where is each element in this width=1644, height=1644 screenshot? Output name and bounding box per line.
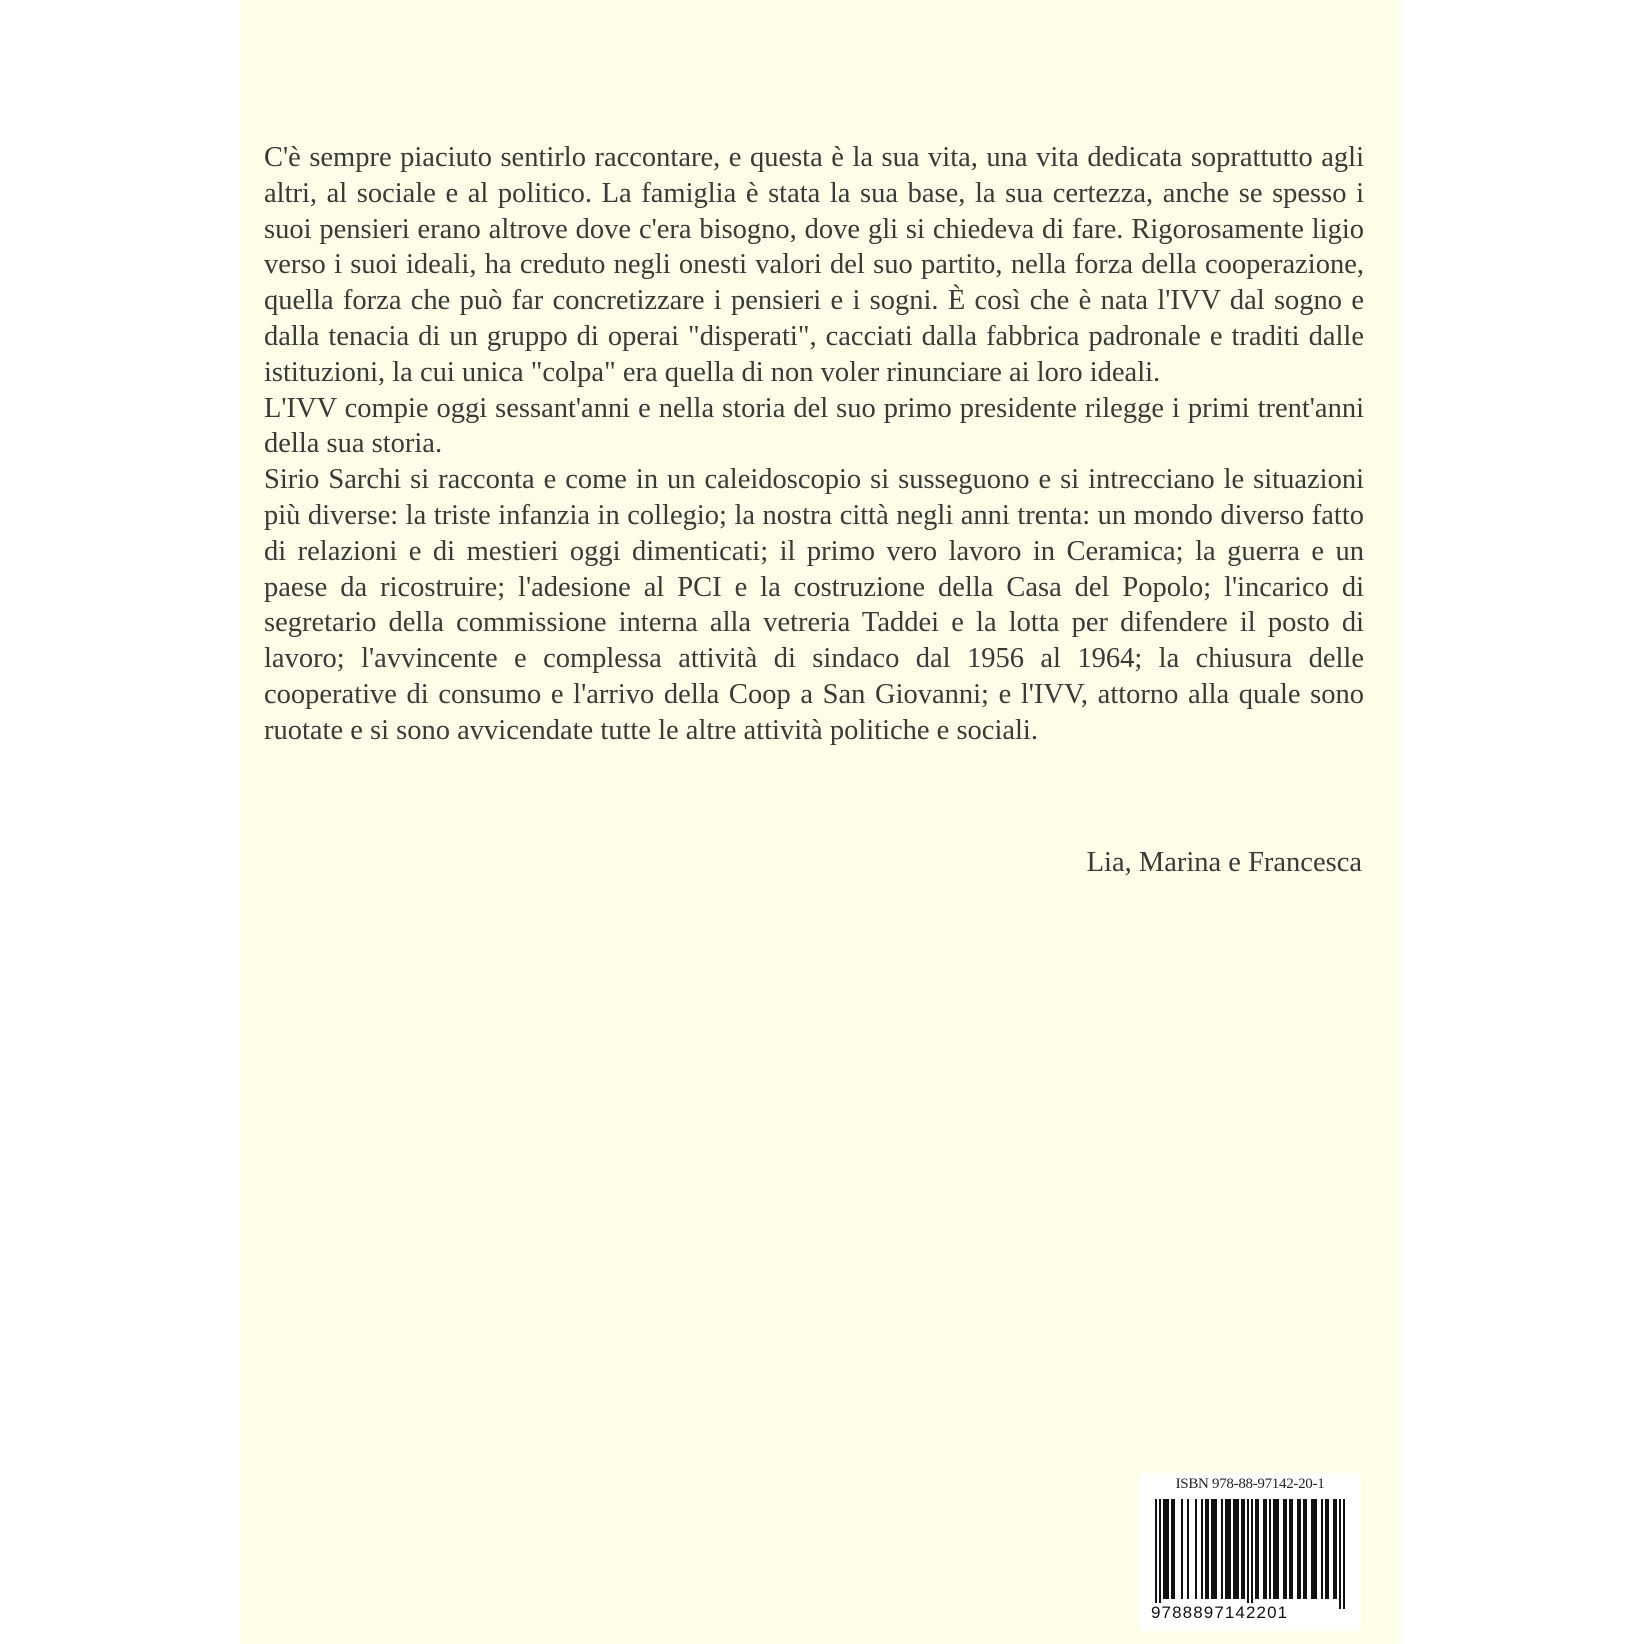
blurb-text (264, 140, 1364, 749)
barcode-bar (1187, 1499, 1189, 1599)
barcode-guard-bar (1251, 1499, 1253, 1609)
barcode-digits: 9788897142201 (1151, 1603, 1289, 1622)
barcode-bar (1285, 1499, 1287, 1599)
isbn-barcode (1139, 1473, 1361, 1631)
barcode-bar (1315, 1499, 1317, 1599)
barcode-bar (1211, 1499, 1213, 1599)
barcode-bar (1277, 1499, 1279, 1599)
barcode-bar (1289, 1499, 1291, 1599)
barcode-bar (1325, 1499, 1327, 1599)
barcode-bar (1269, 1499, 1271, 1599)
signature: Lia, Marina e Francesca (1086, 847, 1362, 878)
barcode-bar (1299, 1499, 1301, 1599)
barcode-bar (1313, 1499, 1315, 1599)
barcode-guard-bar (1155, 1499, 1157, 1609)
barcode-bar (1171, 1499, 1173, 1599)
barcode-bar (1221, 1499, 1223, 1599)
blurb-paragraph-2: L'IVV compie oggi sessant'anni e nella storia del suo primo presidente rilegge i primi trent'anni della sua storia. (264, 392, 1364, 460)
barcode-bar (1333, 1499, 1335, 1599)
barcode-bar (1335, 1499, 1337, 1599)
barcode-bar (1227, 1499, 1229, 1599)
book-back-cover (240, 0, 1401, 1644)
barcode-guard-bar (1339, 1499, 1341, 1609)
barcode-bar (1255, 1499, 1257, 1599)
barcode-bar (1201, 1499, 1203, 1599)
barcode-bar (1165, 1499, 1167, 1599)
barcode-bar (1213, 1499, 1215, 1599)
barcode-bar (1225, 1499, 1227, 1599)
barcode-bars (1139, 1495, 1361, 1615)
barcode-bar (1243, 1499, 1245, 1599)
isbn-label: ISBN 978-88-97142-20-1 (1175, 1476, 1325, 1492)
barcode-bar (1205, 1499, 1207, 1599)
barcode-bar (1241, 1499, 1243, 1599)
barcode-bar (1163, 1499, 1165, 1599)
barcode-bar (1173, 1499, 1175, 1599)
barcode-guard-bar (1247, 1499, 1249, 1609)
barcode-bar (1181, 1499, 1183, 1599)
barcode-guard-bar (1159, 1499, 1161, 1609)
barcode-bar (1263, 1499, 1265, 1599)
barcode-bar (1235, 1499, 1237, 1599)
barcode-bar (1215, 1499, 1217, 1599)
barcode-bar (1265, 1499, 1267, 1599)
barcode-bar (1305, 1499, 1307, 1599)
barcode-bar (1283, 1499, 1285, 1599)
barcode-bar (1327, 1499, 1329, 1599)
barcode-bar (1257, 1499, 1259, 1599)
barcode-bar (1273, 1499, 1275, 1599)
barcode-bar (1297, 1499, 1299, 1599)
blurb-paragraph-3: Sirio Sarchi si racconta e come in un caleidoscopio si susseguono e si intrecciano le situazioni più diverse: la triste infanzia in collegio; la nostra città negli anni trenta: un mondo diverso fatto di relazioni e di mestieri oggi dimenticati; il primo vero lavoro in Ceramica; la guerra e un paese da ricostruire; l'adesione al PCI e la costruzione della Casa del Popolo; l'incarico di segretario della commissione interna alla vetreria Taddei e la lotta per difendere il posto di lavoro; l'avvincente e complessa attività di sindaco dal 1956 al 1964; la chiusura delle cooperative di consumo e l'arrivo della Coop a San Giovanni; e l'IVV, attorno alla quale sono ruotate e si sono avvicendate tutte le altre attività politiche e sociali. (264, 464, 1364, 746)
blurb-paragraph-1: C'è sempre piaciuto sentirlo raccontare, e questa è la sua vita, una vita dedicata soprattutto agli altri, al sociale e al politico. La famiglia è stata la sua base, la sua certezza, anche se spesso i suoi pensieri erano altrove dove c'era bisogno, dove gli si chiedeva di fare. Rigorosamente ligio verso i suoi ideali, ha creduto negli onesti valori del suo partito, nella forza della cooperazione, quella forza che può far concretizzare i pensieri e i sogni. È così che è nata l'IVV dal sogno e dalla tenacia di un gruppo di operai "disperati", cacciati dalla fabbrica padronale e traditi dalle istituzioni, la cui unica "colpa" era quella di non voler rinunciare ai loro ideali. (264, 142, 1364, 388)
barcode-bar (1195, 1499, 1197, 1599)
barcode-bar (1321, 1499, 1323, 1599)
barcode-bar (1229, 1499, 1231, 1599)
barcode-bar (1275, 1499, 1277, 1599)
barcode-bar (1237, 1499, 1239, 1599)
barcode-guard-bar (1343, 1499, 1345, 1609)
barcode-bar (1291, 1499, 1293, 1599)
barcode-bar (1303, 1499, 1305, 1599)
barcode-bar (1311, 1499, 1313, 1599)
barcode-bar (1207, 1499, 1209, 1599)
barcode-bar (1167, 1499, 1169, 1599)
barcode-bar (1233, 1499, 1235, 1599)
